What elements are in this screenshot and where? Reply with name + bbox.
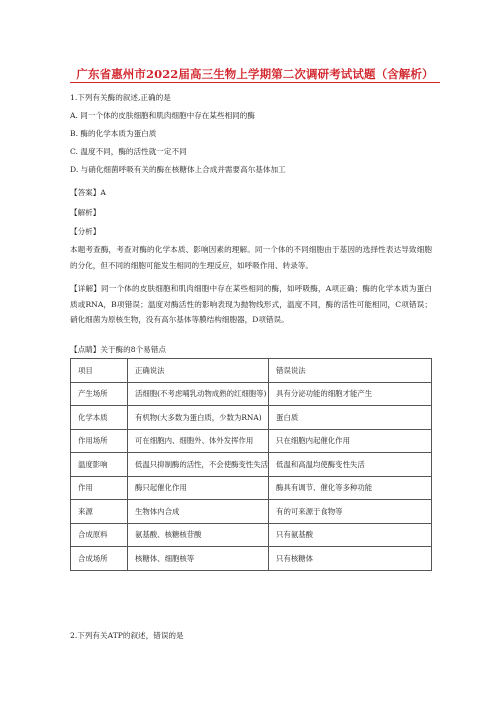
question-1-stem: 1.下列有关酶的叙述,正确的是 bbox=[70, 93, 171, 102]
table-cell: 核糖体、细胞核等 bbox=[128, 547, 269, 571]
table-cell: 活细胞(不考虑哺乳动物成熟的红细胞等) bbox=[128, 382, 269, 406]
table-header-cell: 项目 bbox=[71, 359, 128, 383]
table-cell: 合成原料 bbox=[71, 523, 128, 547]
table-header-row bbox=[71, 359, 432, 383]
table-header-cell: 错误说法 bbox=[269, 359, 432, 383]
table-cell: 温度影响 bbox=[71, 453, 128, 477]
question-1-option-b: B. 酶的化学本质为蛋白质 bbox=[70, 129, 157, 138]
detail-paragraph: 【详解】同一个体的皮肤细胞和肌肉细胞中存在某些相同的酶，如呼吸酶，A项正确；酶的化学本质为蛋白质或RNA，B项错误；温度对酶活性的影响表现为抛物线形式，温度不同，酶的活性可能相同，C项错误；硝化细菌为原核生物，没有高尔基体等膜结构细胞器，D项错误。 bbox=[70, 284, 432, 324]
tip-label: 【点睛】关于酶的8个易错点 bbox=[70, 345, 166, 354]
table-cell: 只有氨基酸 bbox=[269, 523, 432, 547]
question-1-option-d: D. 与硝化细菌呼吸有关的酶在核糖体上合成并需要高尔基体加工 bbox=[70, 165, 286, 174]
table-header-cell: 正确说法 bbox=[128, 359, 269, 383]
fenxi-paragraph: 本题考查酶，考查对酶的化学本质、影响因素的理解。同一个体的不同细胞由于基因的选择性表达导致细胞的分化，但不同的细胞可能发生相同的生理反应，如呼吸作用、转录等。 bbox=[70, 245, 432, 270]
table-cell: 产生场所 bbox=[71, 382, 128, 406]
table-row bbox=[71, 500, 432, 524]
fenxi-label: 【分析】 bbox=[70, 227, 101, 236]
table-cell: 生物体内合成 bbox=[128, 500, 269, 524]
table-cell: 只有核糖体 bbox=[269, 547, 432, 571]
table-row bbox=[71, 523, 432, 547]
answer-line: 【答案】A bbox=[70, 188, 106, 197]
table-cell: 酶只起催化作用 bbox=[128, 476, 269, 500]
table-cell: 可在细胞内、细胞外、体外发挥作用 bbox=[128, 429, 269, 453]
table-cell: 氨基酸、核糖核苷酸 bbox=[128, 523, 269, 547]
table-cell: 来源 bbox=[71, 500, 128, 524]
table-row bbox=[71, 453, 432, 477]
table-row bbox=[71, 429, 432, 453]
table-cell: 化学本质 bbox=[71, 406, 128, 430]
table-row bbox=[71, 547, 432, 571]
document-title: 广东省惠州市2022届高三生物上学期第二次调研考试试题（含解析） bbox=[76, 67, 434, 81]
table-cell: 作用场所 bbox=[71, 429, 128, 453]
question-1-option-a: A. 同一个体的皮肤细胞和肌肉细胞中存在某些相同的酶 bbox=[70, 111, 255, 120]
table-row bbox=[71, 382, 432, 406]
table-cell: 低温和高温均使酶变性失活 bbox=[269, 453, 432, 477]
question-2-stem: 2.下列有关ATP的叙述，错误的是 bbox=[70, 631, 184, 640]
table-cell: 蛋白质 bbox=[269, 406, 432, 430]
enzyme-mistakes-table bbox=[70, 358, 432, 571]
table-cell: 有的可来源于食物等 bbox=[269, 500, 432, 524]
table-cell: 酶具有调节、催化等多种功能 bbox=[269, 476, 432, 500]
table-cell: 有机物(大多数为蛋白质，少数为RNA) bbox=[128, 406, 269, 430]
table-cell: 只在细胞内起催化作用 bbox=[269, 429, 432, 453]
analysis-label: 【解析】 bbox=[70, 208, 101, 217]
table-cell: 合成场所 bbox=[71, 547, 128, 571]
table-row bbox=[71, 476, 432, 500]
question-1-option-c: C. 温度不同，酶的活性就一定不同 bbox=[70, 147, 187, 156]
table-row bbox=[71, 406, 432, 430]
table-cell: 具有分泌功能的细胞才能产生 bbox=[269, 382, 432, 406]
table-cell: 作用 bbox=[71, 476, 128, 500]
title-underline bbox=[70, 82, 440, 83]
table-cell: 低温只抑制酶的活性，不会使酶变性失活 bbox=[128, 453, 269, 477]
